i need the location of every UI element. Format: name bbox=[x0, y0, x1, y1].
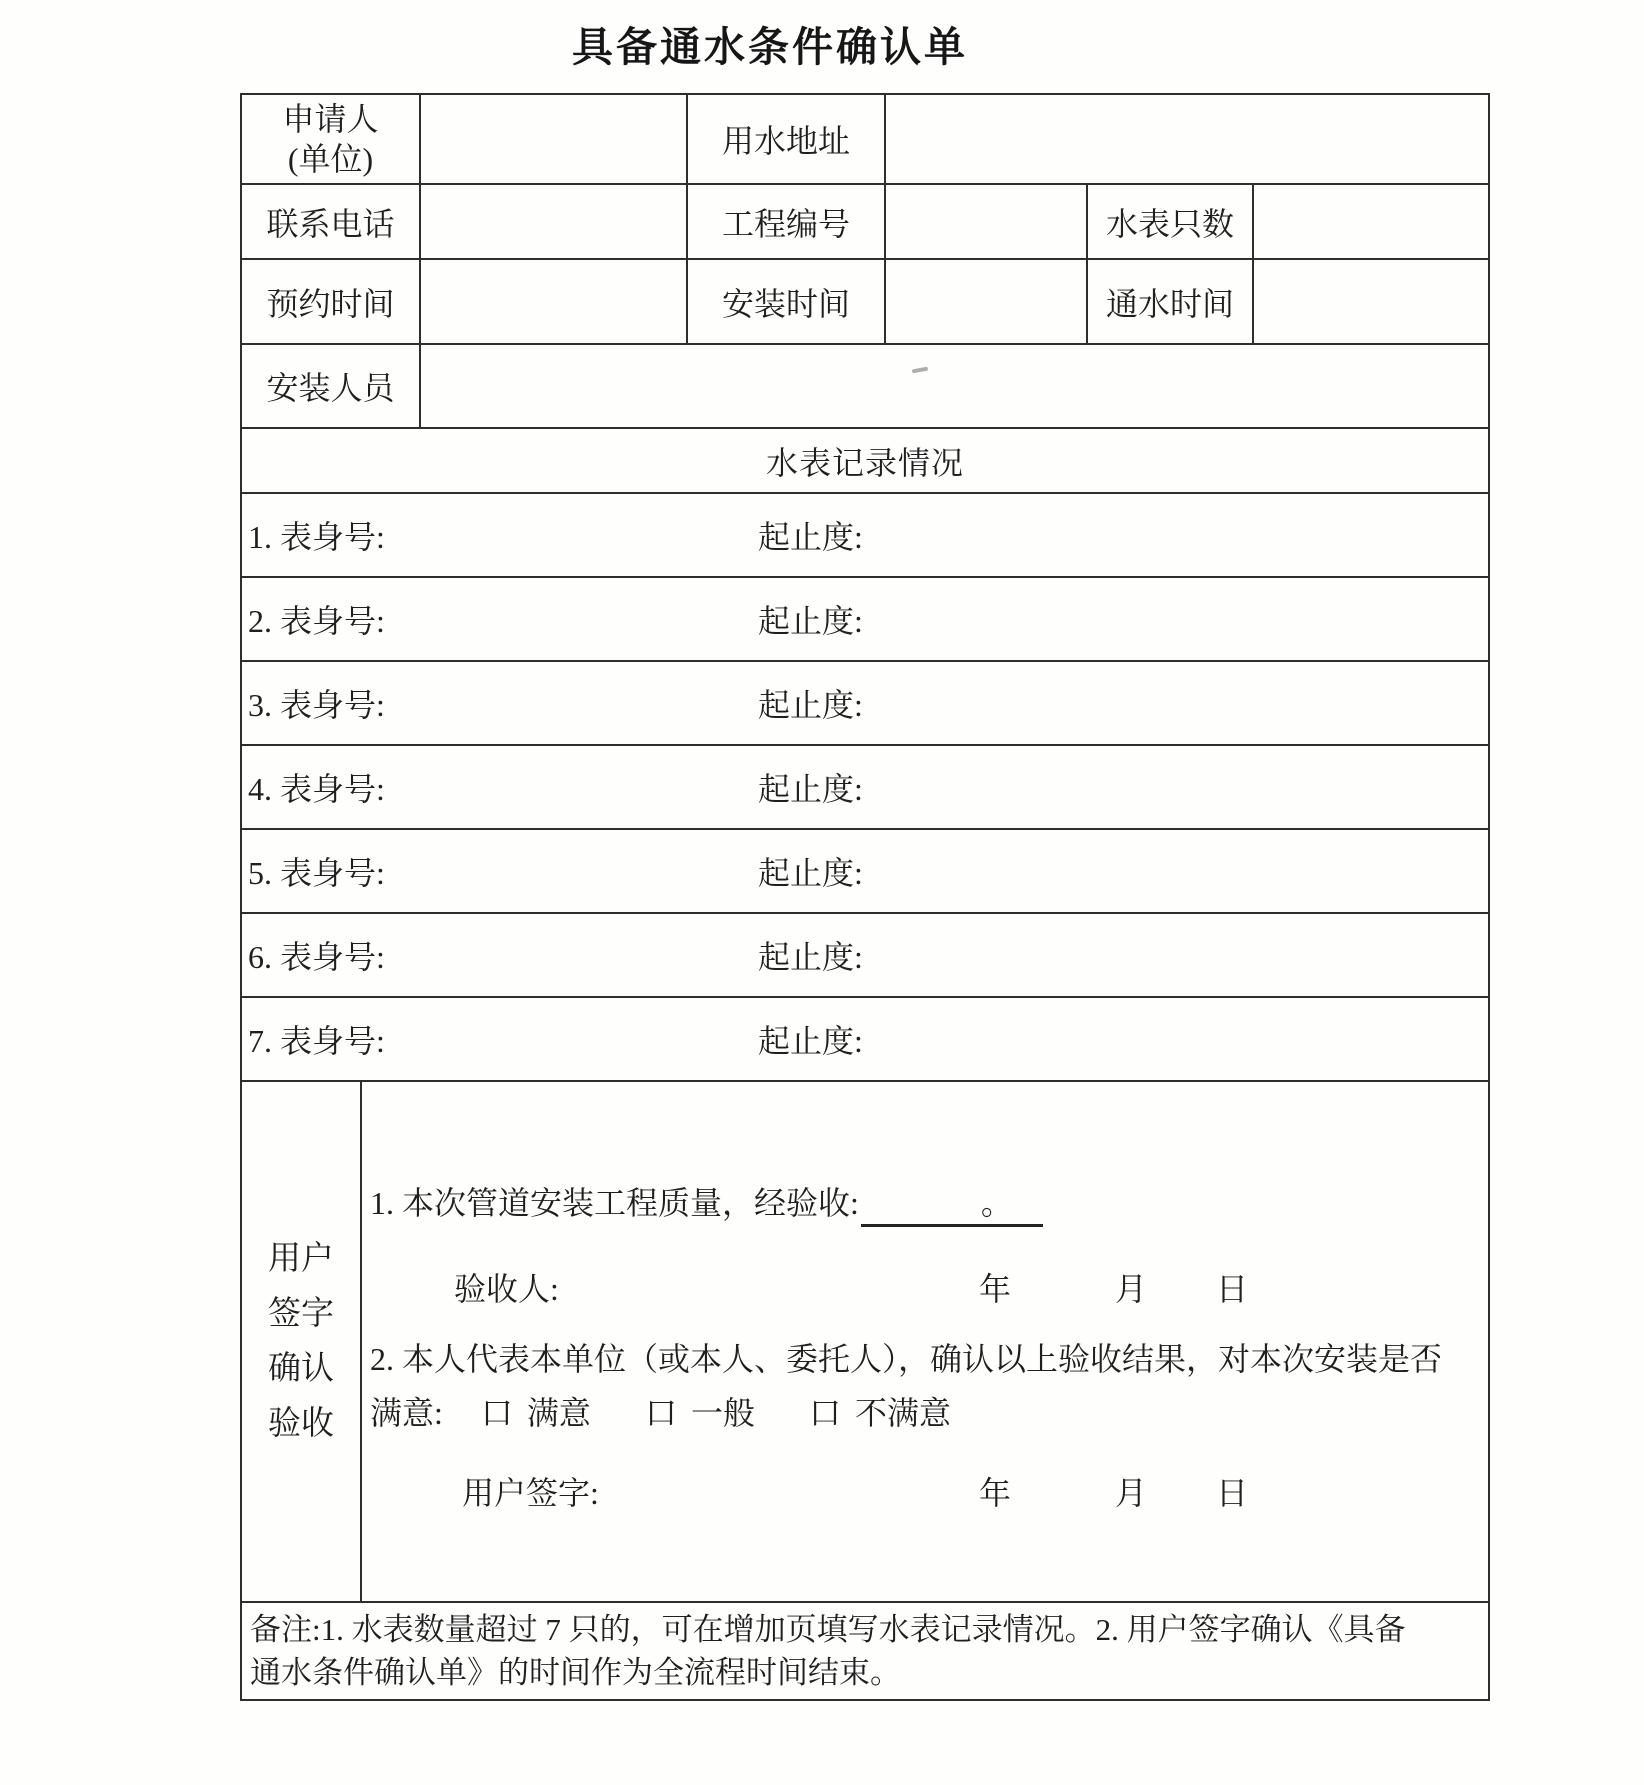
remarks-line2: 通水条件确认单》的时间作为全流程时间结束。 bbox=[250, 1655, 901, 1690]
phone-label bbox=[242, 185, 421, 258]
user-signature-label: 用户签字: bbox=[462, 1475, 599, 1511]
meter-row bbox=[242, 578, 1488, 662]
form-table bbox=[240, 93, 1490, 1701]
row-signature-section bbox=[242, 1082, 1488, 1603]
side-label-line: 签字 bbox=[268, 1295, 334, 1332]
meter-row-cell bbox=[242, 494, 1488, 576]
meter-row-cell bbox=[242, 578, 1488, 660]
meter-row-cell bbox=[242, 914, 1488, 996]
inspector-label: 验收人: bbox=[454, 1271, 559, 1307]
user-signature-line bbox=[362, 1468, 1488, 1511]
meter-count-value-cell bbox=[1254, 185, 1488, 258]
satisfaction-prefix: 满意: bbox=[370, 1395, 443, 1431]
blank-period: 。 bbox=[980, 1185, 1013, 1221]
wateron-time-label-text: 通水时间 bbox=[1105, 285, 1234, 322]
row-appointment bbox=[242, 260, 1488, 345]
meter-row bbox=[242, 830, 1488, 914]
install-time-label bbox=[688, 260, 886, 343]
meter-body-label: 6. 表身号: bbox=[248, 939, 385, 975]
checkbox-satisfied: 口 bbox=[480, 1395, 513, 1431]
address-label-text: 用水地址 bbox=[721, 123, 850, 159]
meter-row bbox=[242, 494, 1488, 578]
applicant-label-line1: 申请人 bbox=[282, 101, 379, 137]
applicant-label-line2: (单位) bbox=[287, 141, 374, 177]
meter-body-label: 3. 表身号: bbox=[248, 687, 385, 723]
meter-row-cell bbox=[242, 662, 1488, 744]
appointment-label-text: 预约时间 bbox=[266, 285, 395, 322]
address-value-cell bbox=[886, 95, 1488, 183]
acceptance-item2-line1: 2. 本人代表本单位（或本人、委托人），确认以上验收结果，对本次安装是否 bbox=[370, 1341, 1443, 1377]
row-applicant bbox=[242, 95, 1488, 185]
acceptance-item2 bbox=[370, 1332, 1442, 1440]
project-value-cell bbox=[886, 185, 1088, 258]
address-label bbox=[688, 95, 886, 183]
wateron-time-label bbox=[1088, 260, 1254, 343]
remarks-cell bbox=[242, 1603, 1488, 1699]
acceptance-item2-line2 bbox=[370, 1386, 1442, 1440]
checkbox-unsatisfied-label: 不满意 bbox=[854, 1395, 951, 1431]
meter-row bbox=[242, 998, 1488, 1082]
date-year-label: 年 bbox=[979, 1475, 1012, 1511]
checkbox-unsatisfied: 口 bbox=[808, 1395, 841, 1431]
installer-value-cell bbox=[421, 345, 1488, 427]
checkbox-satisfied-label: 满意 bbox=[526, 1395, 591, 1431]
meter-body-label: 5. 表身号: bbox=[248, 855, 385, 891]
date-month-label: 月 bbox=[1115, 1475, 1148, 1511]
meter-row bbox=[242, 662, 1488, 746]
installer-label-text: 安装人员 bbox=[266, 370, 395, 406]
meter-row-cell bbox=[242, 746, 1488, 828]
applicant-label bbox=[242, 95, 421, 183]
meter-body-label: 2. 表身号: bbox=[248, 603, 385, 639]
appointment-value-cell bbox=[421, 260, 688, 343]
installer-label bbox=[242, 345, 421, 427]
meter-body-label: 7. 表身号: bbox=[248, 1023, 385, 1059]
side-label-line: 用户 bbox=[268, 1240, 334, 1277]
remarks-line1: 备注:1. 水表数量超过 7 只的，可在增加页填写水表记录情况。2. 用户签字确认《具备 bbox=[250, 1612, 1406, 1647]
appointment-label bbox=[242, 260, 421, 343]
row-remarks bbox=[242, 1603, 1488, 1699]
meter-row bbox=[242, 914, 1488, 998]
acceptance-item1 bbox=[370, 1178, 1043, 1227]
date-day-label: 日 bbox=[1216, 1475, 1249, 1511]
phone-value-cell bbox=[421, 185, 688, 258]
meter-reading-label: 起止度: bbox=[758, 687, 863, 723]
meter-body-label: 4. 表身号: bbox=[248, 771, 385, 807]
meter-reading-label: 起止度: bbox=[758, 939, 863, 975]
row-installer bbox=[242, 345, 1488, 429]
meter-reading-label: 起止度: bbox=[758, 855, 863, 891]
meter-section-header-text: 水表记录情况 bbox=[765, 444, 964, 481]
date-year-label: 年 bbox=[979, 1271, 1012, 1307]
meter-reading-label: 起止度: bbox=[758, 519, 863, 555]
meter-reading-label: 起止度: bbox=[758, 1023, 863, 1059]
side-label-line: 验收 bbox=[268, 1405, 334, 1442]
applicant-value-cell bbox=[421, 95, 688, 183]
meter-row-cell bbox=[242, 830, 1488, 912]
form-title: 具备通水条件确认单 bbox=[572, 24, 968, 70]
signature-side-label bbox=[242, 1082, 362, 1601]
acceptance-result-blank bbox=[861, 1178, 1043, 1227]
acceptance-item1-text: 1. 本次管道安装工程质量，经验收: bbox=[370, 1185, 859, 1221]
meter-reading-label: 起止度: bbox=[758, 771, 863, 807]
project-label-text: 工程编号 bbox=[721, 205, 850, 242]
meter-row bbox=[242, 746, 1488, 830]
project-label bbox=[688, 185, 886, 258]
meter-reading-label: 起止度: bbox=[758, 603, 863, 639]
row-phone bbox=[242, 185, 1488, 260]
date-month-label: 月 bbox=[1115, 1271, 1148, 1307]
row-meter-section-header bbox=[242, 429, 1488, 494]
checkbox-neutral-label: 一般 bbox=[690, 1395, 755, 1431]
meter-count-label-text: 水表只数 bbox=[1105, 205, 1234, 242]
signature-content-cell bbox=[362, 1082, 1488, 1601]
meter-row-cell bbox=[242, 998, 1488, 1080]
meter-body-label: 1. 表身号: bbox=[248, 519, 385, 555]
meter-count-label bbox=[1088, 185, 1254, 258]
side-label-line: 确认 bbox=[268, 1350, 334, 1387]
date-day-label: 日 bbox=[1216, 1271, 1249, 1307]
checkbox-neutral: 口 bbox=[644, 1395, 677, 1431]
phone-label-text: 联系电话 bbox=[266, 205, 395, 242]
install-time-label-text: 安装时间 bbox=[721, 285, 850, 322]
meter-section-header bbox=[242, 429, 1488, 492]
wateron-time-value-cell bbox=[1254, 260, 1488, 343]
inspector-line bbox=[362, 1264, 1488, 1307]
install-time-value-cell bbox=[886, 260, 1088, 343]
